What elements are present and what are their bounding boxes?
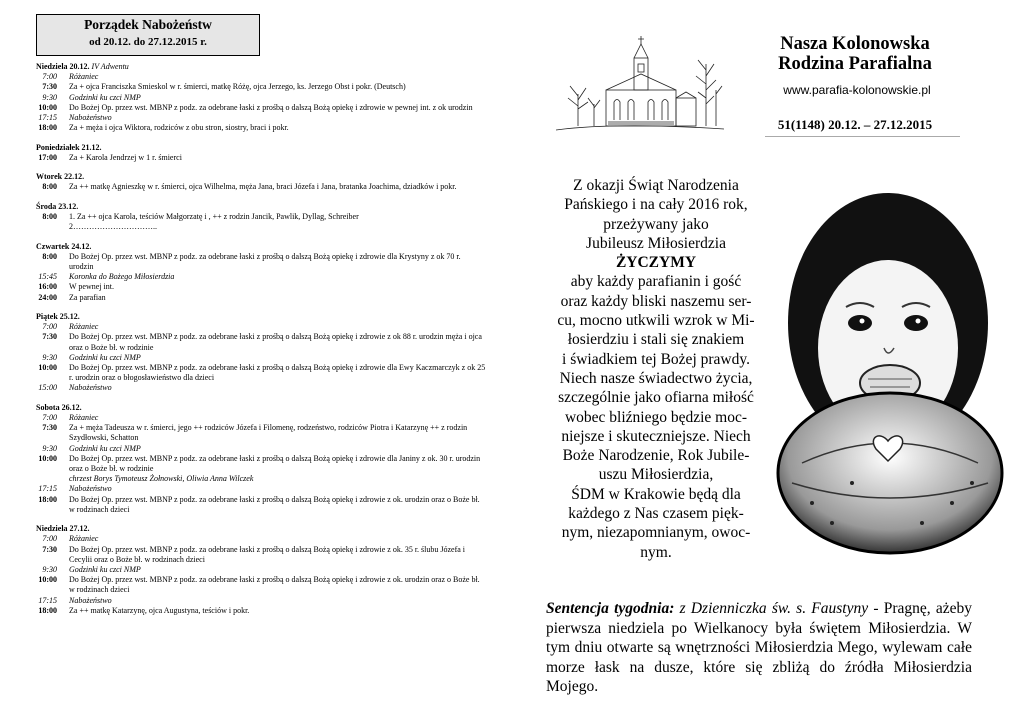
- schedule-entry: [36, 454, 486, 474]
- entry-time: 18:00: [38, 605, 57, 615]
- entry-time: 8:00: [42, 251, 57, 261]
- wishes-line: Pańskiego i na cały 2016 rok,: [564, 196, 748, 214]
- parish-title-line2: Rodzina Parafialna: [778, 54, 932, 74]
- parish-title-line1: Nasza Kolonowska: [780, 34, 930, 54]
- wishes-line: i świadkiem tej Bożej prawdy.: [562, 350, 750, 368]
- schedule-entry: [36, 545, 486, 565]
- wishes-line: szczególnie jako ofiarna miłość: [558, 389, 754, 407]
- schedule-entry: [36, 596, 486, 606]
- wishes-line: uszu Miłosierdzia,: [598, 466, 714, 484]
- parish-website[interactable]: www.parafia-kolonowskie.pl: [783, 83, 931, 97]
- schedule-entry: [36, 113, 486, 123]
- schedule-day-name: Czwartek 24.12.: [36, 241, 92, 251]
- schedule-entry: [36, 413, 486, 423]
- schedule-entry: [36, 444, 486, 454]
- schedule-entry: [36, 322, 486, 332]
- schedule-day: [36, 242, 486, 303]
- entry-intention: 1. Za ++ ojca Karola, teściów Małgorzatę i , ++ z rodzin Jancik, Pawlik, Dyllag, Schreiber: [69, 212, 359, 221]
- wishes-line: niejsze i skuteczniejsze. Niech: [561, 427, 751, 445]
- schedule-entry: [36, 332, 486, 352]
- wishes-line: nym, niezapomnianym, owoc-: [561, 524, 751, 542]
- entry-intention: Różaniec: [69, 72, 99, 82]
- entry-intention: Do Bożej Op. przez wst. MBNP z podz. za odebrane łaski z prośbą o dalszą Bożą opiekę i zdrowie z ok. urodzin oraz o Boże bł. w rodzinach dzieci: [69, 494, 480, 514]
- entry-time: 7:00: [42, 534, 57, 544]
- entry-intention: Różaniec: [69, 534, 99, 544]
- entry-intention: Za ++ matkę Agnieszkę w r. śmierci, ojca Wilhelma, męża Jana, braci Józefa i Jana, bratanka Joachima, dziadków i pokr.: [69, 182, 457, 192]
- entry-intention: Nabożeństwo: [69, 595, 112, 605]
- entry-time: [36, 222, 57, 232]
- wishes-line: każdego z Nas czasem pięk-: [568, 505, 744, 523]
- entry-intention: Do Bożej Op. przez wst. MBNP z podz. za odebrane łaski z prośbą o dalszą Bożą opiekę i zdrowie dla Ewy Kaczmarczyk z ok 25 r. urodzin oraz o błogosławieństwo dla dzieci: [69, 363, 486, 383]
- schedule-day: [36, 312, 486, 394]
- schedule-day: [36, 202, 486, 233]
- schedule-day-name: Środa 23.12.: [36, 201, 79, 211]
- entry-time: 10:00: [38, 102, 57, 112]
- schedule-day-heading: [36, 202, 486, 212]
- schedule-entry: [36, 252, 486, 272]
- schedule-entry: [36, 212, 486, 222]
- schedule-entry: [36, 363, 486, 383]
- schedule-day-name: Piątek 25.12.: [36, 312, 80, 321]
- schedule-day-name: Niedziela 27.12.: [36, 524, 90, 534]
- wishes-strong: ŻYCZYMY: [615, 254, 697, 272]
- schedule-day: [36, 143, 486, 163]
- entry-intention: Do Bożej Op. przez wst. MBNP z podz. za odebrane łaski z prośbą o dalszą Bożą opiekę i zdrowie w pewnej int. z ok urodzin: [69, 102, 473, 112]
- sentence-of-week: [546, 599, 972, 697]
- wishes-line: ŚDM w Krakowie będą dla: [571, 485, 741, 503]
- wishes-line: nym.: [640, 543, 672, 561]
- schedule-entry: [36, 72, 486, 82]
- entry-intention: Do Bożej Op. przez wst. MBNP z podz. za odebrane łaski z prośbą o dalszą Bożą opiekę i zdrowie z ok. urodzin oraz o Boże bł. w rodzinach dzieci: [69, 575, 480, 595]
- entry-time: 7:30: [42, 423, 57, 433]
- schedule-entry: [36, 103, 486, 113]
- wishes-line: Boże Narodzenie, Rok Jubile-: [562, 447, 750, 465]
- schedule-entry: [36, 534, 486, 544]
- schedule-entry: [36, 282, 486, 292]
- schedule-entry: [36, 153, 486, 163]
- schedule-day: [36, 403, 486, 515]
- entry-intention: Za ++ matkę Katarzynę, ojca Augustyna, teściów i pokr.: [69, 605, 250, 615]
- schedule-day-subtitle: IV Adwentu: [91, 62, 129, 71]
- schedule-day: [36, 172, 486, 192]
- entry-intention: Godzinki ku czci NMP: [69, 92, 141, 102]
- schedule-day-heading: [36, 143, 486, 153]
- entry-time: 8:00: [42, 182, 57, 192]
- schedule-title: Porządek Nabożeństw: [84, 17, 212, 32]
- schedule-day: [36, 524, 486, 616]
- schedule-entry: [36, 565, 486, 575]
- schedule-day: [36, 62, 486, 133]
- church-illustration: [556, 34, 724, 134]
- entry-intention: Do Bożej Op. przez wst. MBNP z podz. za odebrane łaski z prośbą o dalszą Bożą opiekę i zdrowie dla Janiny z ok. 30 r. urodzin oraz o Boże bł. w rodzinie: [69, 453, 481, 474]
- schedule-list: [36, 62, 486, 625]
- entry-time: 9:30: [42, 565, 57, 575]
- entry-intention: Za + Karola Jendrzej w 1 r. śmierci: [69, 152, 182, 162]
- entry-intention: W pewnej int.: [69, 282, 114, 292]
- schedule-entry: [36, 495, 486, 515]
- entry-time: 9:30: [42, 352, 57, 362]
- entry-time: 7:30: [42, 544, 57, 554]
- wishes-line: Niech nasze świadectwo życia,: [559, 369, 753, 387]
- baby-photo: [772, 183, 1004, 568]
- schedule-entry: [36, 606, 486, 616]
- entry-time: 8:00: [42, 212, 57, 221]
- wishes-line: łosierdziu i stali się znakiem: [567, 331, 745, 349]
- entry-time: 10:00: [38, 363, 57, 373]
- schedule-entry: [36, 293, 486, 303]
- entry-time: 17:00: [38, 152, 57, 162]
- entry-time: 15:45: [38, 272, 57, 282]
- sentence-text: - Pragnę, ażeby pierwsza niedziela po Wielkanocy była świętem Miłosierdzia. W tym dniu otwarte są wnętrzności Miłosierdzia Mego, wylewam całe morze łask na dusze, które się zbliżą do źródła Miłosierdzia Mojego.: [546, 600, 973, 696]
- entry-intention: Za + męża Tadeusza w r. śmierci, jego ++ rodziców Józefa i Filomenę, rodzeństwo, rodziców Piotra i Katarzynę ++ z rodzin Szydłowski, Schatton: [69, 423, 468, 443]
- entry-intention: Nabożeństwo: [69, 383, 112, 393]
- wishes-line: oraz każdy bliski naszemu ser-: [560, 292, 752, 310]
- schedule-day-heading: [36, 172, 486, 182]
- entry-intention: Różaniec: [69, 322, 99, 332]
- christmas-wishes: [542, 176, 770, 562]
- schedule-entry: [36, 383, 486, 393]
- entry-intention: Godzinki ku czci NMP: [69, 352, 141, 362]
- entry-time: 7:30: [42, 332, 57, 342]
- entry-time: 17:15: [38, 113, 57, 123]
- entry-time: 17:15: [38, 484, 57, 494]
- schedule-entry: [36, 182, 486, 192]
- entry-time: 18:00: [38, 494, 57, 504]
- wishes-line: aby każdy parafianin i gość: [570, 273, 742, 291]
- sentence-source: z Dzienniczka św. s. Faustyny: [679, 600, 869, 617]
- schedule-entry: [36, 353, 486, 363]
- divider: [765, 136, 960, 137]
- entry-time: 7:00: [42, 413, 57, 423]
- schedule-day-name: Wtorek 22.12.: [36, 172, 85, 182]
- entry-time: 18:00: [38, 123, 57, 133]
- schedule-entry: [36, 484, 486, 494]
- entry-intention: Do Bożej Op. przez wst. MBNP z podz. za odebrane łaski z prośbą o dalszą Bożą opiekę i zdrowie z ok. 35 r. ślubu Józefa i Cecylii oraz o Boże bł. w rodzinach dzieci: [69, 544, 466, 564]
- entry-intention: Za + męża i ojca Wiktora, rodziców z obu stron, siostry, braci i pokr.: [69, 123, 289, 133]
- entry-time: 7:00: [42, 322, 57, 332]
- entry-time: 16:00: [38, 282, 57, 292]
- entry-intention: Do Bożej Op. przez wst. MBNP z podz. za odebrane łaski z prośbą o dalszą Bożą opiekę i zdrowie z ok 88 r. urodzin męża i ojca oraz o Boże bł. w rodzinie: [69, 332, 482, 352]
- entry-time: 9:30: [42, 92, 57, 102]
- schedule-day-heading: [36, 524, 486, 534]
- entry-intention: Różaniec: [69, 413, 99, 423]
- schedule-entry: [36, 575, 486, 595]
- entry-intention: Nabożeństwo: [69, 484, 112, 494]
- schedule-day-heading: [36, 403, 486, 413]
- schedule-entry: [36, 423, 486, 443]
- schedule-day-heading: [36, 62, 486, 72]
- entry-intention: Koronka do Bożego Miłosierdzia: [69, 272, 175, 282]
- issue-number: 51(1148) 20.12. – 27.12.2015: [777, 117, 933, 132]
- schedule-entry: [36, 272, 486, 282]
- entry-time: 9:30: [42, 443, 57, 453]
- entry-intention: Godzinki ku czci NMP: [69, 565, 141, 575]
- wishes-line: wobec bliźniego będzie moc-: [564, 408, 748, 426]
- entry-intention: Za parafian: [69, 292, 106, 302]
- parish-title: [765, 34, 945, 74]
- entry-time: 15:00: [38, 383, 57, 393]
- schedule-entry: [36, 93, 486, 103]
- entry-intention: Za + ojca Franciszka Smieskol w r. śmierci, matkę Różę, ojca Jerzego, ks. Jerzego Obst i pokr. (Deutsch): [69, 82, 406, 92]
- bulletin-front-page: [540, 0, 990, 725]
- entry-time: 7:30: [42, 82, 57, 92]
- schedule-day-name: Poniedziałek 21.12.: [36, 142, 102, 152]
- schedule-day-name: Sobota 26.12.: [36, 402, 82, 412]
- wishes-line: przeżywany jako: [603, 215, 709, 233]
- schedule-entry: [36, 82, 486, 92]
- schedule-day-name: Niedziela 20.12.: [36, 62, 90, 71]
- entry-time: 7:00: [42, 72, 57, 82]
- entry-intention: Godzinki ku czci NMP: [69, 443, 141, 453]
- schedule-dates: od 20.12. do 27.12.2015 r.: [89, 36, 207, 48]
- schedule-entry: [36, 222, 486, 232]
- sentence-label: Sentencja tygodnia:: [546, 600, 675, 617]
- schedule-entry: [36, 474, 486, 484]
- schedule-entry: [36, 123, 486, 133]
- schedule-day-heading: [36, 312, 486, 322]
- entry-intention: Nabożeństwo: [69, 113, 112, 123]
- wishes-line: Jubileusz Miłosierdzia: [586, 234, 726, 252]
- entry-intention: chrzest Borys Tymoteusz Żołnowski, Oliwia Anna Wilczek: [69, 474, 254, 484]
- entry-time: 24:00: [38, 292, 57, 302]
- entry-intention: 2…………………………..: [69, 222, 157, 232]
- entry-time: 10:00: [38, 453, 57, 463]
- entry-time: 10:00: [38, 575, 57, 585]
- schedule-header-box: [36, 14, 260, 56]
- wishes-line: cu, mocno utkwili wzrok w Mi-: [557, 312, 755, 330]
- entry-time: 17:15: [38, 595, 57, 605]
- schedule-day-heading: [36, 242, 486, 252]
- wishes-line: Z okazji Świąt Narodzenia: [573, 177, 739, 194]
- entry-intention: Do Bożej Op. przez wst. MBNP z podz. za odebrane łaski z prośbą o dalszą Bożą opiekę i zdrowie dla Krystyny z ok 70 r. urodzin: [69, 251, 461, 271]
